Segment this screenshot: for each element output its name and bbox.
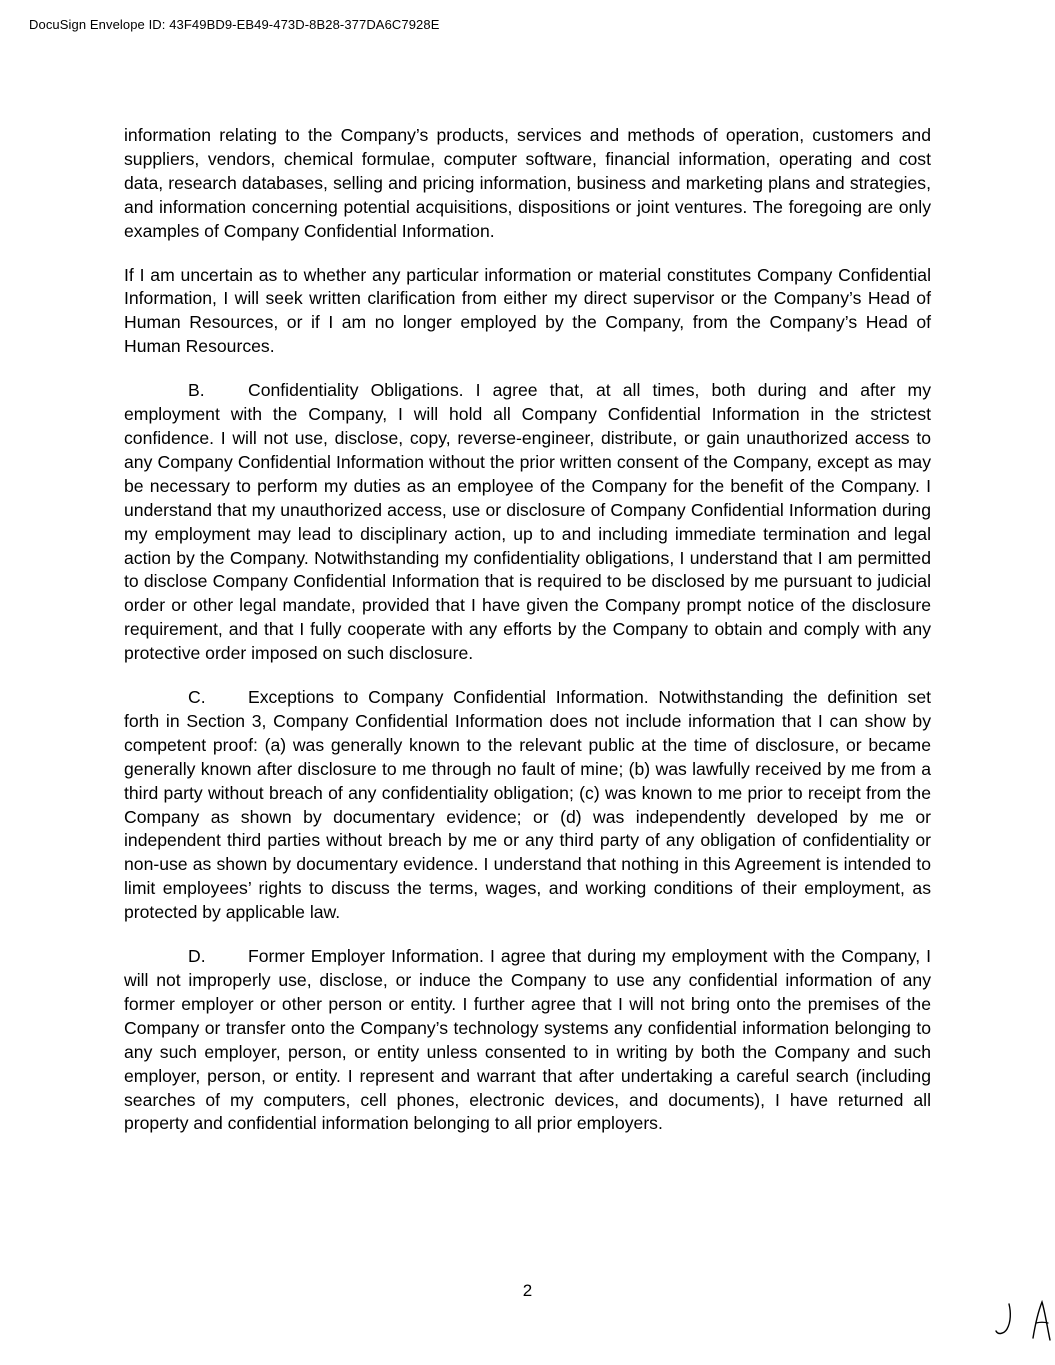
- section-b-confidentiality-obligations: [124, 379, 931, 666]
- paragraph-confidential-info-examples: information relating to the Company’s products, services and methods of operation, customers and suppliers, vendors, chemical formulae, computer software, financial information, operating and cost data, research databases, selling and pricing information, business and marketing plans and strategies, and information concerning potential acquisitions, dispositions or joint ventures. The foregoing are only examples of Company Confidential Information.: [124, 125, 931, 241]
- section-text: Confidentiality Obligations. I agree that, at all times, both during and after my employment with the Company, I will hold all Company Confidential Information in the strictest confidence. I will not use, disclose, copy, reverse-engineer, distribute, or gain unauthorized access to any Company Confidential Information without the prior written consent of the Company, except as may be necessary to perform my duties as an employee of the Company for the benefit of the Company. I understand that my unauthorized access, use or disclosure of Company Confidential Information during my employment may lead to disciplinary action, up to and including immediate termination and legal action by the Company. Notwithstanding my confidentiality obligations, I understand that I am permitted to disclose Company Confidential Information that is required to be disclosed by me pursuant to judicial order or other legal mandate, provided that I have given the Company prompt notice of the disclosure requirement, and that I fully cooperate with any efforts by the Company to obtain and comply with any protective order imposed on such disclosure.: [124, 380, 931, 664]
- section-d-former-employer-information: [124, 945, 931, 1136]
- section-letter: D.: [188, 946, 206, 967]
- handwritten-initials-signature: [995, 1298, 1055, 1344]
- section-letter: C.: [188, 687, 206, 708]
- section-letter: B.: [188, 380, 205, 401]
- paragraph-uncertainty-clarification: If I am uncertain as to whether any particular information or material constitutes Company Confidential Information, I will seek written clarification from either my direct supervisor or the Company’s Head of Human Resources, or if I am no longer employed by the Company, from the Company’s Head of Human Resources.: [124, 264, 931, 357]
- section-text: Former Employer Information. I agree that during my employment with the Company, I will not improperly use, disclose, or induce the Company to use any confidential information of any former employer or other person or entity. I further agree that I will not bring onto the premises of the Company or transfer onto the Company’s technology systems any confidential information belonging to any such employer, person, or entity unless consented to in writing by both the Company and such employer, person, or entity. I represent and warrant that after undertaking a careful search (including searches of my computers, cell phones, electronic devices, and documents), I have returned all property and confidential information belonging to all prior employers.: [124, 946, 931, 1134]
- section-text: Exceptions to Company Confidential Information. Notwithstanding the definition set forth in Section 3, Company Confidential Information does not include information that I can show by competent proof: (a) was generally known to the relevant public at the time of disclosure, or became generally known after disclosure to me through no fault of mine; (b) was lawfully received by me from a third party without breach of any confidentiality obligation; (c) was known to me prior to receipt from the Company as shown by documentary evidence; or (d) was independently developed by me or independent third parties without breach by me or any third party of any obligation of confidentiality or non-use as shown by documentary evidence. I understand that nothing in this Agreement is intended to limit employees’ rights to discuss the terms, wages, and working conditions of their employment, as protected by applicable law.: [124, 687, 931, 923]
- page-number: 2: [522, 1281, 533, 1300]
- section-c-exceptions: [124, 686, 931, 925]
- document-body: [124, 124, 931, 1156]
- docusign-envelope-id: DocuSign Envelope ID: 43F49BD9-EB49-473D-8B28-377DA6C7928E: [29, 17, 440, 32]
